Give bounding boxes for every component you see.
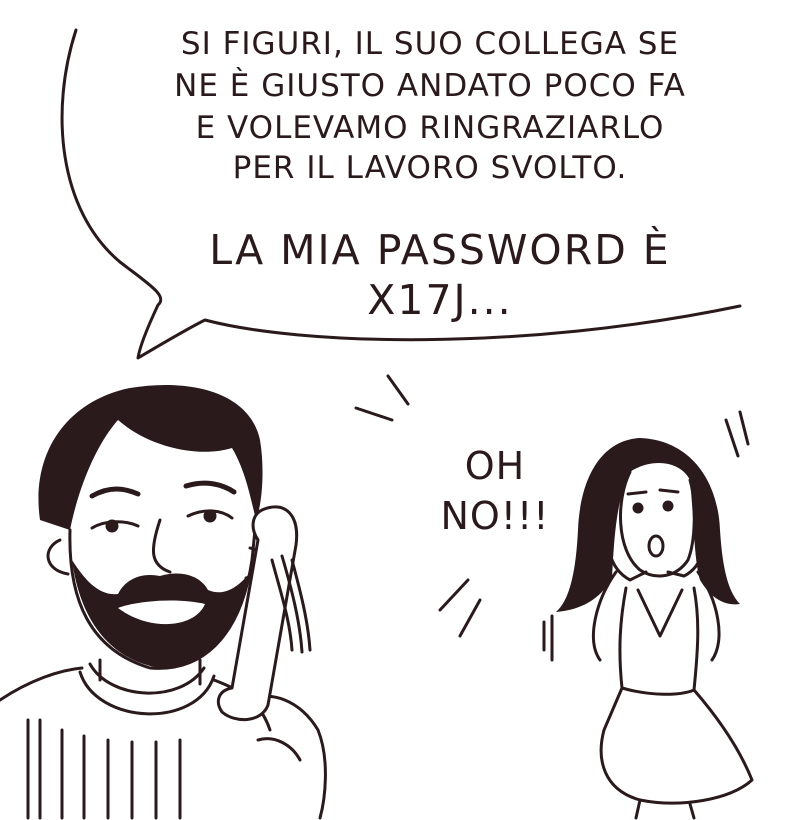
exclamation-line-1: OH: [464, 444, 526, 488]
password-line-2: X17J...: [367, 276, 513, 324]
password-line-1: LA MIA PASSWORD È: [209, 226, 671, 274]
woman-brows: [628, 490, 678, 494]
man-pupil-right: [205, 511, 215, 521]
man-hair: [38, 385, 262, 530]
woman-figure: [556, 438, 752, 818]
woman-eye-left: [634, 504, 642, 512]
exclamation-line-2: NO!!!: [440, 494, 550, 538]
shake-lines-top: [726, 412, 748, 456]
speech-line-3: E VOLEVAMO RINGRAZIARLO: [195, 110, 665, 146]
motion-lines-left: [356, 376, 408, 420]
woman-face: [621, 472, 695, 576]
shake-lines-left: [544, 616, 552, 660]
speech-line-1: SI FIGURI, IL SUO COLLEGA SE: [180, 26, 680, 62]
woman-mouth: [649, 536, 663, 556]
man-eyebrows: [92, 483, 234, 496]
man-ear-left: [48, 540, 68, 574]
speech-line-2: NE È GIUSTO ANDATO POCO FA: [174, 68, 686, 104]
motion-lines-right: [440, 580, 480, 636]
man-nose: [153, 520, 170, 572]
woman-arms: [593, 572, 719, 660]
woman-hair: [556, 438, 740, 612]
woman-dress: [601, 588, 752, 803]
speech-line-4: PER IL LAVORO SVOLTO.: [232, 150, 628, 186]
man-figure: [0, 385, 325, 818]
woman-eye-right: [664, 502, 672, 510]
man-pupil-left: [107, 521, 117, 531]
